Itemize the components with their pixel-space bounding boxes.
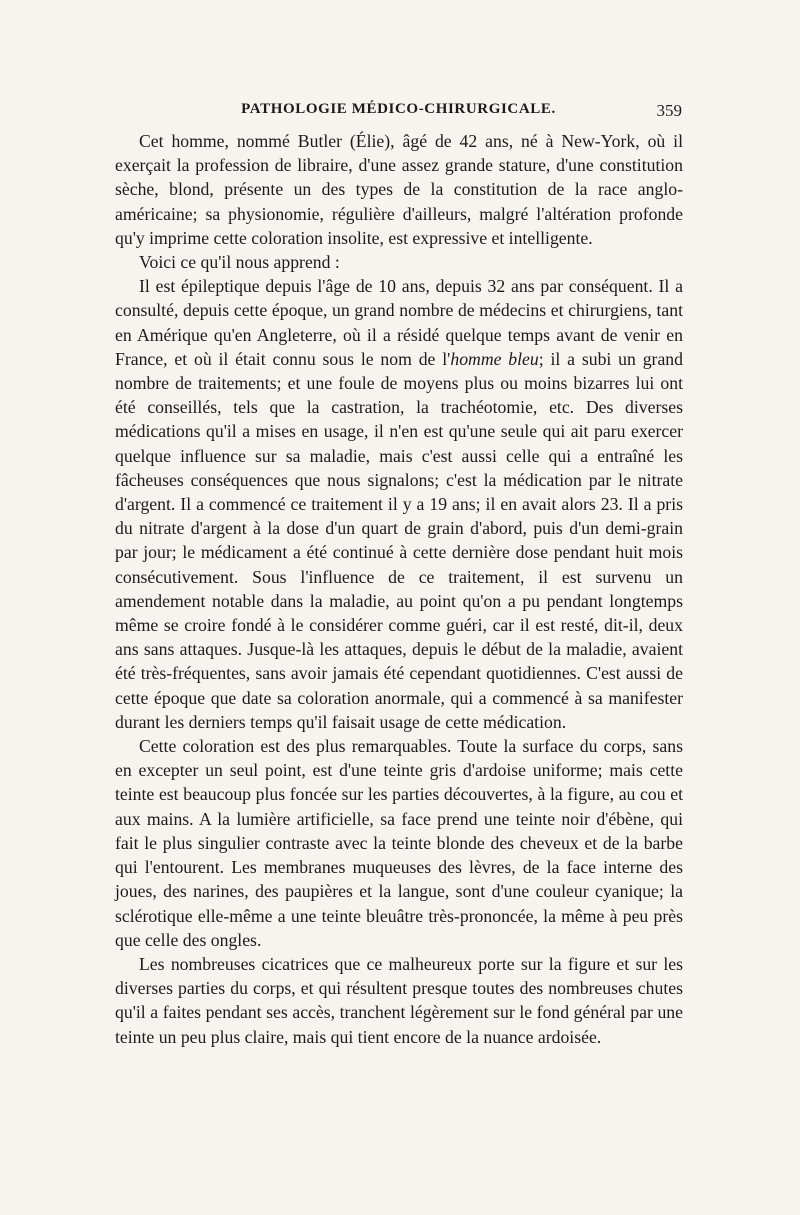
page-header — [115, 101, 682, 123]
paragraph-text: Il est épileptique depuis l'âge de 10 ans, depuis 32 ans par conséquent. Il a consulté, depuis cette époque, un grand nombre de médecins et chirurgiens, tant en Amérique qu'en Angleterre, où il a résidé quelque temps avant de venir en France, et où il était connu sous le nom de l' — [115, 276, 683, 369]
paragraph-text: Cet homme, nommé Butler (Élie), âgé de 42 ans, né à New-York, où il exerçait la profession de libraire, d'une assez grande stature, d'une constitution sèche, blond, présente un des types de la constitution de la race anglo-américaine; sa physionomie, régulière d'ailleurs, malgré l'altération profonde qu'y imprime cette coloration insolite, est expressive et intelligente. — [115, 131, 683, 248]
paragraph-text: Cette coloration est des plus remarquables. Toute la surface du corps, sans en excepter un seul point, est d'une teinte gris d'ardoise uniforme; mais cette teinte est beaucoup plus foncée sur les parties découvertes, à la figure, au cou et aux mains. A la lumière artificielle, sa face prend une teinte noir d'ébène, qui fait le plus singulier contraste avec la teinte blonde des cheveux et de la barbe qui l'entourent. Les membranes muqueuses des lèvres, de la face interne des joues, des narines, des paupières et la langue, sont d'une couleur cyanique; la sclérotique elle-même a une teinte bleuâtre très-prononcée, la même à peu près que celle des ongles. — [115, 736, 683, 950]
running-title: PATHOLOGIE MÉDICO-CHIRURGICALE. — [241, 101, 556, 117]
body-text — [115, 129, 683, 1049]
paragraph-text: Les nombreuses cicatrices que ce malheureux porte sur la figure et sur les diverses parties du corps, et qui résultent presque toutes des nombreuses chutes qu'il a faites pendant ses accès, tranchent légèrement sur le fond général par une teinte un peu plus claire, mais qui tient encore de la nuance ardoisée. — [115, 953, 683, 1047]
page-number: 359 — [656, 101, 682, 120]
paragraph-text: ; il a subi un grand nombre de traitements; et une foule de moyens plus ou moins bizarres lui ont été conseillés, tels que la castration, la trachéotomie, etc. Des diverses médications qu'il a mises en usage, il n'en est qu'une seule qui ait paru exercer quelque influence sur sa maladie, mais c'est aussi celle qui a entraîné les fâcheuses conséquences que nous signalons; c'est la médication par le nitrate d'argent. Il a commencé ce traitement il y a 19 ans; il en avait alors 23. Il a pris du nitrate d'argent à la dose d'un quart de grain d'abord, puis d'un demi-grain par jour; le médicament a été continué à cette dernière dose pendant huit mois consécutivement. Sous l'influence de ce traitement, il est survenu un amendement notable dans la maladie, au point qu'on a pu pendant longtemps même se croire fondé à le considérer comme guéri, car il est resté, dit-il, deux ans sans attaques. Jusque-là les attaques, depuis le début de la maladie, avaient été très-fréquentes, sans avoir jamais été cependant quotidiennes. C'est aussi de cette époque que date sa coloration anormale, qui a commencé à sa manifester durant les derniers temps qu'il faisait usage de cette médication. — [115, 348, 683, 732]
paragraph-introduction — [115, 250, 683, 274]
paragraph-scars — [115, 952, 683, 1049]
paragraph-coloration — [115, 734, 683, 952]
paragraph-text: Voici ce qu'il nous apprend : — [139, 252, 340, 273]
italic-phrase: homme bleu — [450, 348, 539, 369]
paragraph-history — [115, 274, 683, 734]
paragraph-patient-description — [115, 129, 683, 250]
